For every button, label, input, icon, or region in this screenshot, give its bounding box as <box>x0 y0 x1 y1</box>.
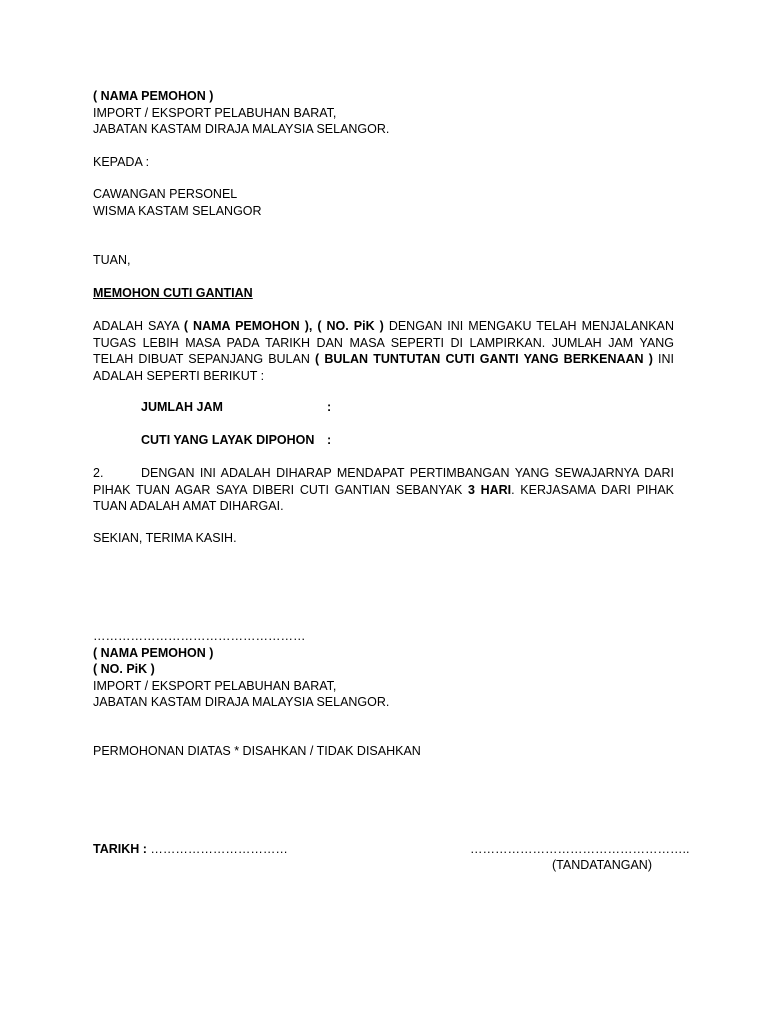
footer-signature <box>470 841 690 858</box>
signature-dots: …………………………………………… <box>93 629 306 643</box>
sender-name: ( NAMA PEMOHON ) <box>93 89 214 103</box>
closing <box>93 530 674 547</box>
field-row-hours <box>93 399 674 416</box>
salutation-text: TUAN, <box>93 253 131 267</box>
signature-name: ( NAMA PEMOHON ) <box>93 645 214 660</box>
subject <box>93 285 674 302</box>
sender-line-2: JABATAN KASTAM DIRAJA MALAYSIA SELANGOR. <box>93 122 390 136</box>
signature-line-1: IMPORT / EKSPORT PELABUHAN BARAT, <box>93 678 337 693</box>
para1-bold-1: ( NAMA PEMOHON ), ( NO. PiK ) <box>183 319 384 333</box>
approval-text: PERMOHONAN DIATAS * DISAHKAN / TIDAK DISAHKAN <box>93 744 421 758</box>
footer-sign-label-box <box>470 857 652 874</box>
field-sep-leave: : <box>327 433 332 447</box>
date-dots: …………………………… <box>150 842 288 856</box>
date-label: TARIKH : <box>93 842 151 856</box>
footer-sign-dots: …………………………………………….. <box>470 842 690 856</box>
para2-text-2: . KERJASAMA DARI PIHAK TUAN ADALAH AMAT DIHARGAI. <box>93 482 675 513</box>
recipient-line-1: CAWANGAN PERSONEL <box>93 187 238 201</box>
to-label-text: KEPADA : <box>93 155 150 169</box>
para2-number: 2. <box>93 466 104 480</box>
field-label-leave: CUTI YANG LAYAK DIPOHON <box>141 433 315 447</box>
para1-text-2: DENGAN INI MENGAKU TELAH MENJALANKAN TUGAS LEBIH MASA PADA TARIKH DAN MASA SEPERTI DI LAMPIRKAN. JUMLAH JAM YANG TELAH DIBUAT SEPANJANG BULAN <box>93 319 674 366</box>
para1-bold-2: ( BULAN TUNTUTAN CUTI GANTI YANG BERKENAAN ) <box>315 352 653 366</box>
signature-pik: ( NO. PiK ) <box>93 662 155 676</box>
signature-line-2: JABATAN KASTAM DIRAJA MALAYSIA SELANGOR. <box>93 695 390 709</box>
closing-text: SEKIAN, TERIMA KASIH. <box>93 531 237 545</box>
sender-address <box>93 88 674 138</box>
paragraph-1 <box>93 318 674 384</box>
paragraph-2 <box>93 465 674 515</box>
para1-text-3: INI ADALAH SEPERTI BERIKUT : <box>93 352 674 383</box>
signature-block <box>93 628 674 711</box>
approval <box>93 743 674 760</box>
recipient-line-2: WISMA KASTAM SELANGOR <box>93 203 262 218</box>
field-row-leave <box>93 432 674 449</box>
to-label <box>93 154 674 171</box>
field-label-hours: JUMLAH JAM <box>141 400 223 414</box>
salutation <box>93 252 674 269</box>
recipient-address <box>93 186 674 219</box>
para2-text-1: DENGAN INI ADALAH DIHARAP MENDAPAT PERTIMBANGAN YANG SEWAJARNYA DARI PIHAK TUAN AGAR SAYA DIBERI CUTI GANTIAN SEBANYAK <box>93 466 674 497</box>
para1-text-1: ADALAH SAYA <box>93 319 184 333</box>
field-sep-hours: : <box>327 400 332 414</box>
sender-line-1: IMPORT / EKSPORT PELABUHAN BARAT, <box>93 105 337 120</box>
subject-text: MEMOHON CUTI GANTIAN <box>93 286 253 300</box>
footer-sign-label: (TANDATANGAN) <box>552 858 652 872</box>
para2-bold-1: 3 HARI <box>467 482 512 497</box>
